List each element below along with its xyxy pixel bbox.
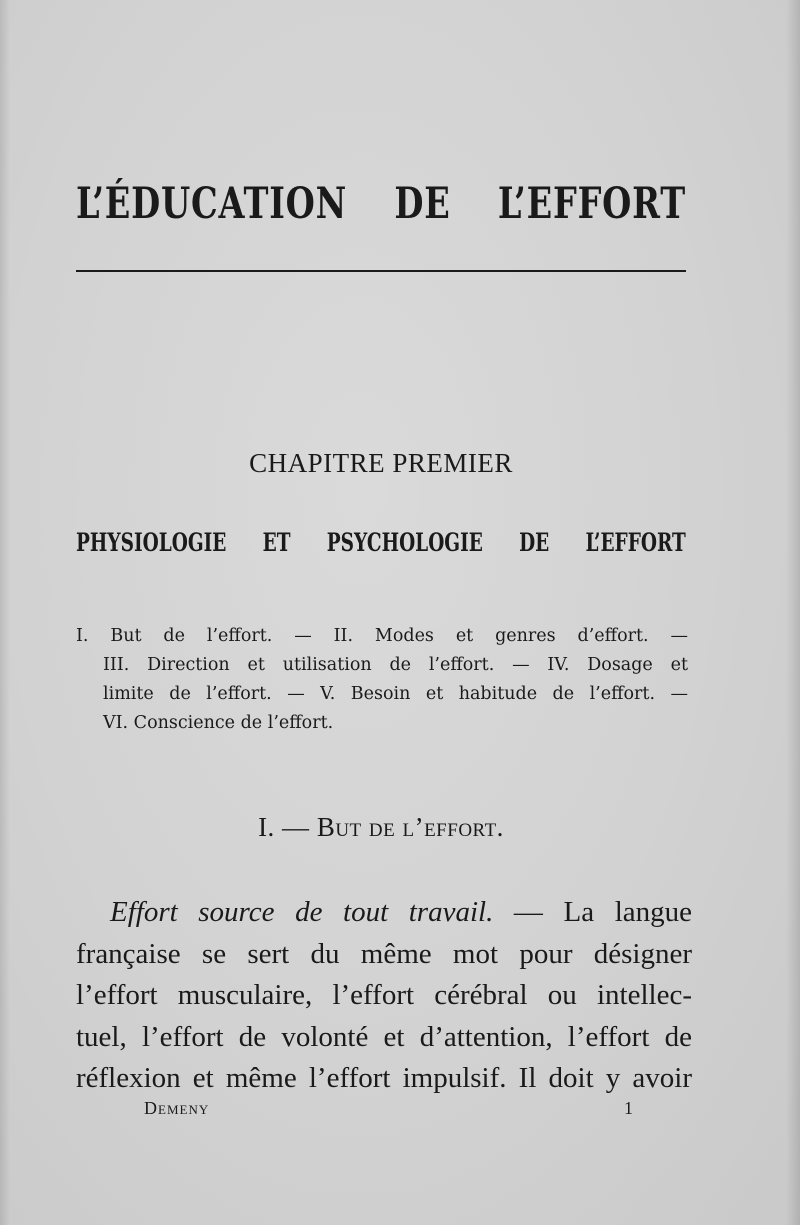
summary-line: I. But de l’effort. — II. Modes et genres d’effort. — [76,626,688,646]
book-title: L’ÉDUCATION DE L’EFFORT [76,179,686,229]
body-line: réflexion et même l’effort impulsif. Il doit y avoir [76,1062,692,1094]
section-heading [76,812,686,843]
summary-line: VI. Conscience de l’effort. [103,713,334,733]
body-lead-rest: — La langue [493,896,692,928]
page-left-edge-shadow [0,0,10,1225]
chapter-label: CHAPITRE PREMIER [249,448,513,478]
body-line [76,892,692,934]
body-line: tuel, l’effort de volonté et d’attention, l’effort de [76,1020,692,1053]
section-number: I. — [258,812,310,842]
chapter-title: PHYSIOLOGIE ET PSYCHOLOGIE DE L’EFFORT [76,528,686,557]
section-title: But de l’effort. [316,812,504,842]
title-rule [76,270,686,272]
page-right-edge-shadow [786,0,800,1225]
body-text [76,892,692,1100]
body-italic-lead: Effort source de tout travail. [110,896,494,928]
body-line: l’effort musculaire, l’effort cérébral ou intellec- [76,979,692,1011]
summary-line: III. Direction et utilisation de l’effort. — IV. Dosage et [103,655,688,675]
footer-signature-mark: 1 [624,1098,633,1118]
footer-author: Demeny [144,1098,210,1118]
chapter-summary [76,622,688,738]
body-line: française se sert du même mot pour désigner [76,937,692,970]
summary-line: limite de l’effort. — V. Besoin et habitude de l’effort. — [103,684,688,704]
